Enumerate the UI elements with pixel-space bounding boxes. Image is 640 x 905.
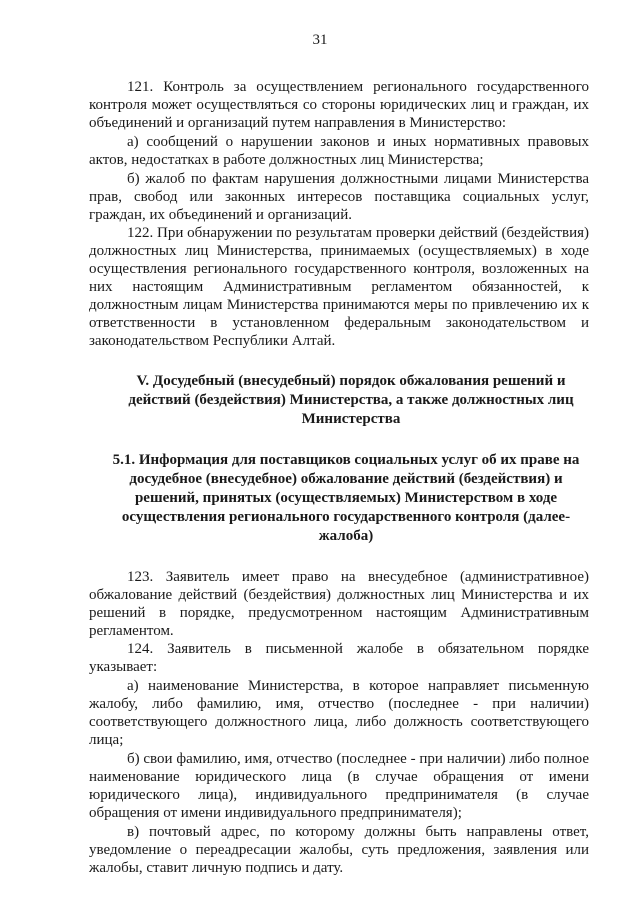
paragraph-124: 124. Заявитель в письменной жалобе в обязательном порядке указывает: <box>89 641 589 675</box>
paragraph-121: 121. Контроль за осуществлением регионального государственного контроля может осуществляться со стороны юридических лиц и граждан, их объединений и организаций путем направления в Министерство: <box>89 79 589 131</box>
paragraph-124-a: а) наименование Министерства, в которое направляет письменную жалобу, либо фамилию, имя, отчество (последнее - при наличии) соответствующего должностного лица, либо должность соответствующего лица; <box>89 678 589 748</box>
paragraph-122: 122. При обнаружении по результатам проверки действий (бездействия) должностных лиц Министерства, принимаемых (осуществляемых) в ходе осуществления регионального государственного контроля, возложенных на них настоящим Административным регламентом обязанностей, к должностным лицам Министерства принимаются меры по привлечению их к ответственности в установленном федеральным законодательством и законодательством Республики Алтай. <box>89 225 589 349</box>
page-number: 31 <box>312 32 328 48</box>
paragraph-121-b: б) жалоб по фактам нарушения должностными лицами Министерства прав, свобод или законных интересов поставщика социальных услуг, граждан, их объединений и организаций. <box>89 171 589 223</box>
paragraph-124-v: в) почтовый адрес, по которому должны быть направлены ответ, уведомление о переадресации жалобы, суть предложения, заявления или жалобы, ставит личную подпись и дату. <box>89 824 589 876</box>
paragraph-121-a: а) сообщений о нарушении законов и иных нормативных правовых актов, недостатках в работе должностных лиц Министерства; <box>89 134 589 168</box>
paragraph-124-b: б) свои фамилию, имя, отчество (последнее - при наличии) либо полное наименование юридического лица (в случае обращения от имени юридического лица), индивидуального предпринимателя (в случае обращения от имени индивидуального предпринимателя); <box>89 751 589 821</box>
document-body <box>89 78 589 877</box>
section-5-1-heading: 5.1. Информация для поставщиков социальных услуг об их праве на досудебное (внесудебное) обжалование действий (бездействия) и решений, принятых (осуществляемых) Министерством в ходе осуществления регионального государственного контроля (далее- жалоба) <box>112 452 580 544</box>
paragraph-123: 123. Заявитель имеет право на внесудебное (административное) обжалование действий (бездействия) должностных лиц Министерства и их решений в порядке, предусмотренном настоящим Административным регламентом. <box>89 569 589 639</box>
section-v-heading: V. Досудебный (внесудебный) порядок обжалования решений и действий (бездействия) Министерства, а также должностных лиц Министерства <box>128 373 574 427</box>
